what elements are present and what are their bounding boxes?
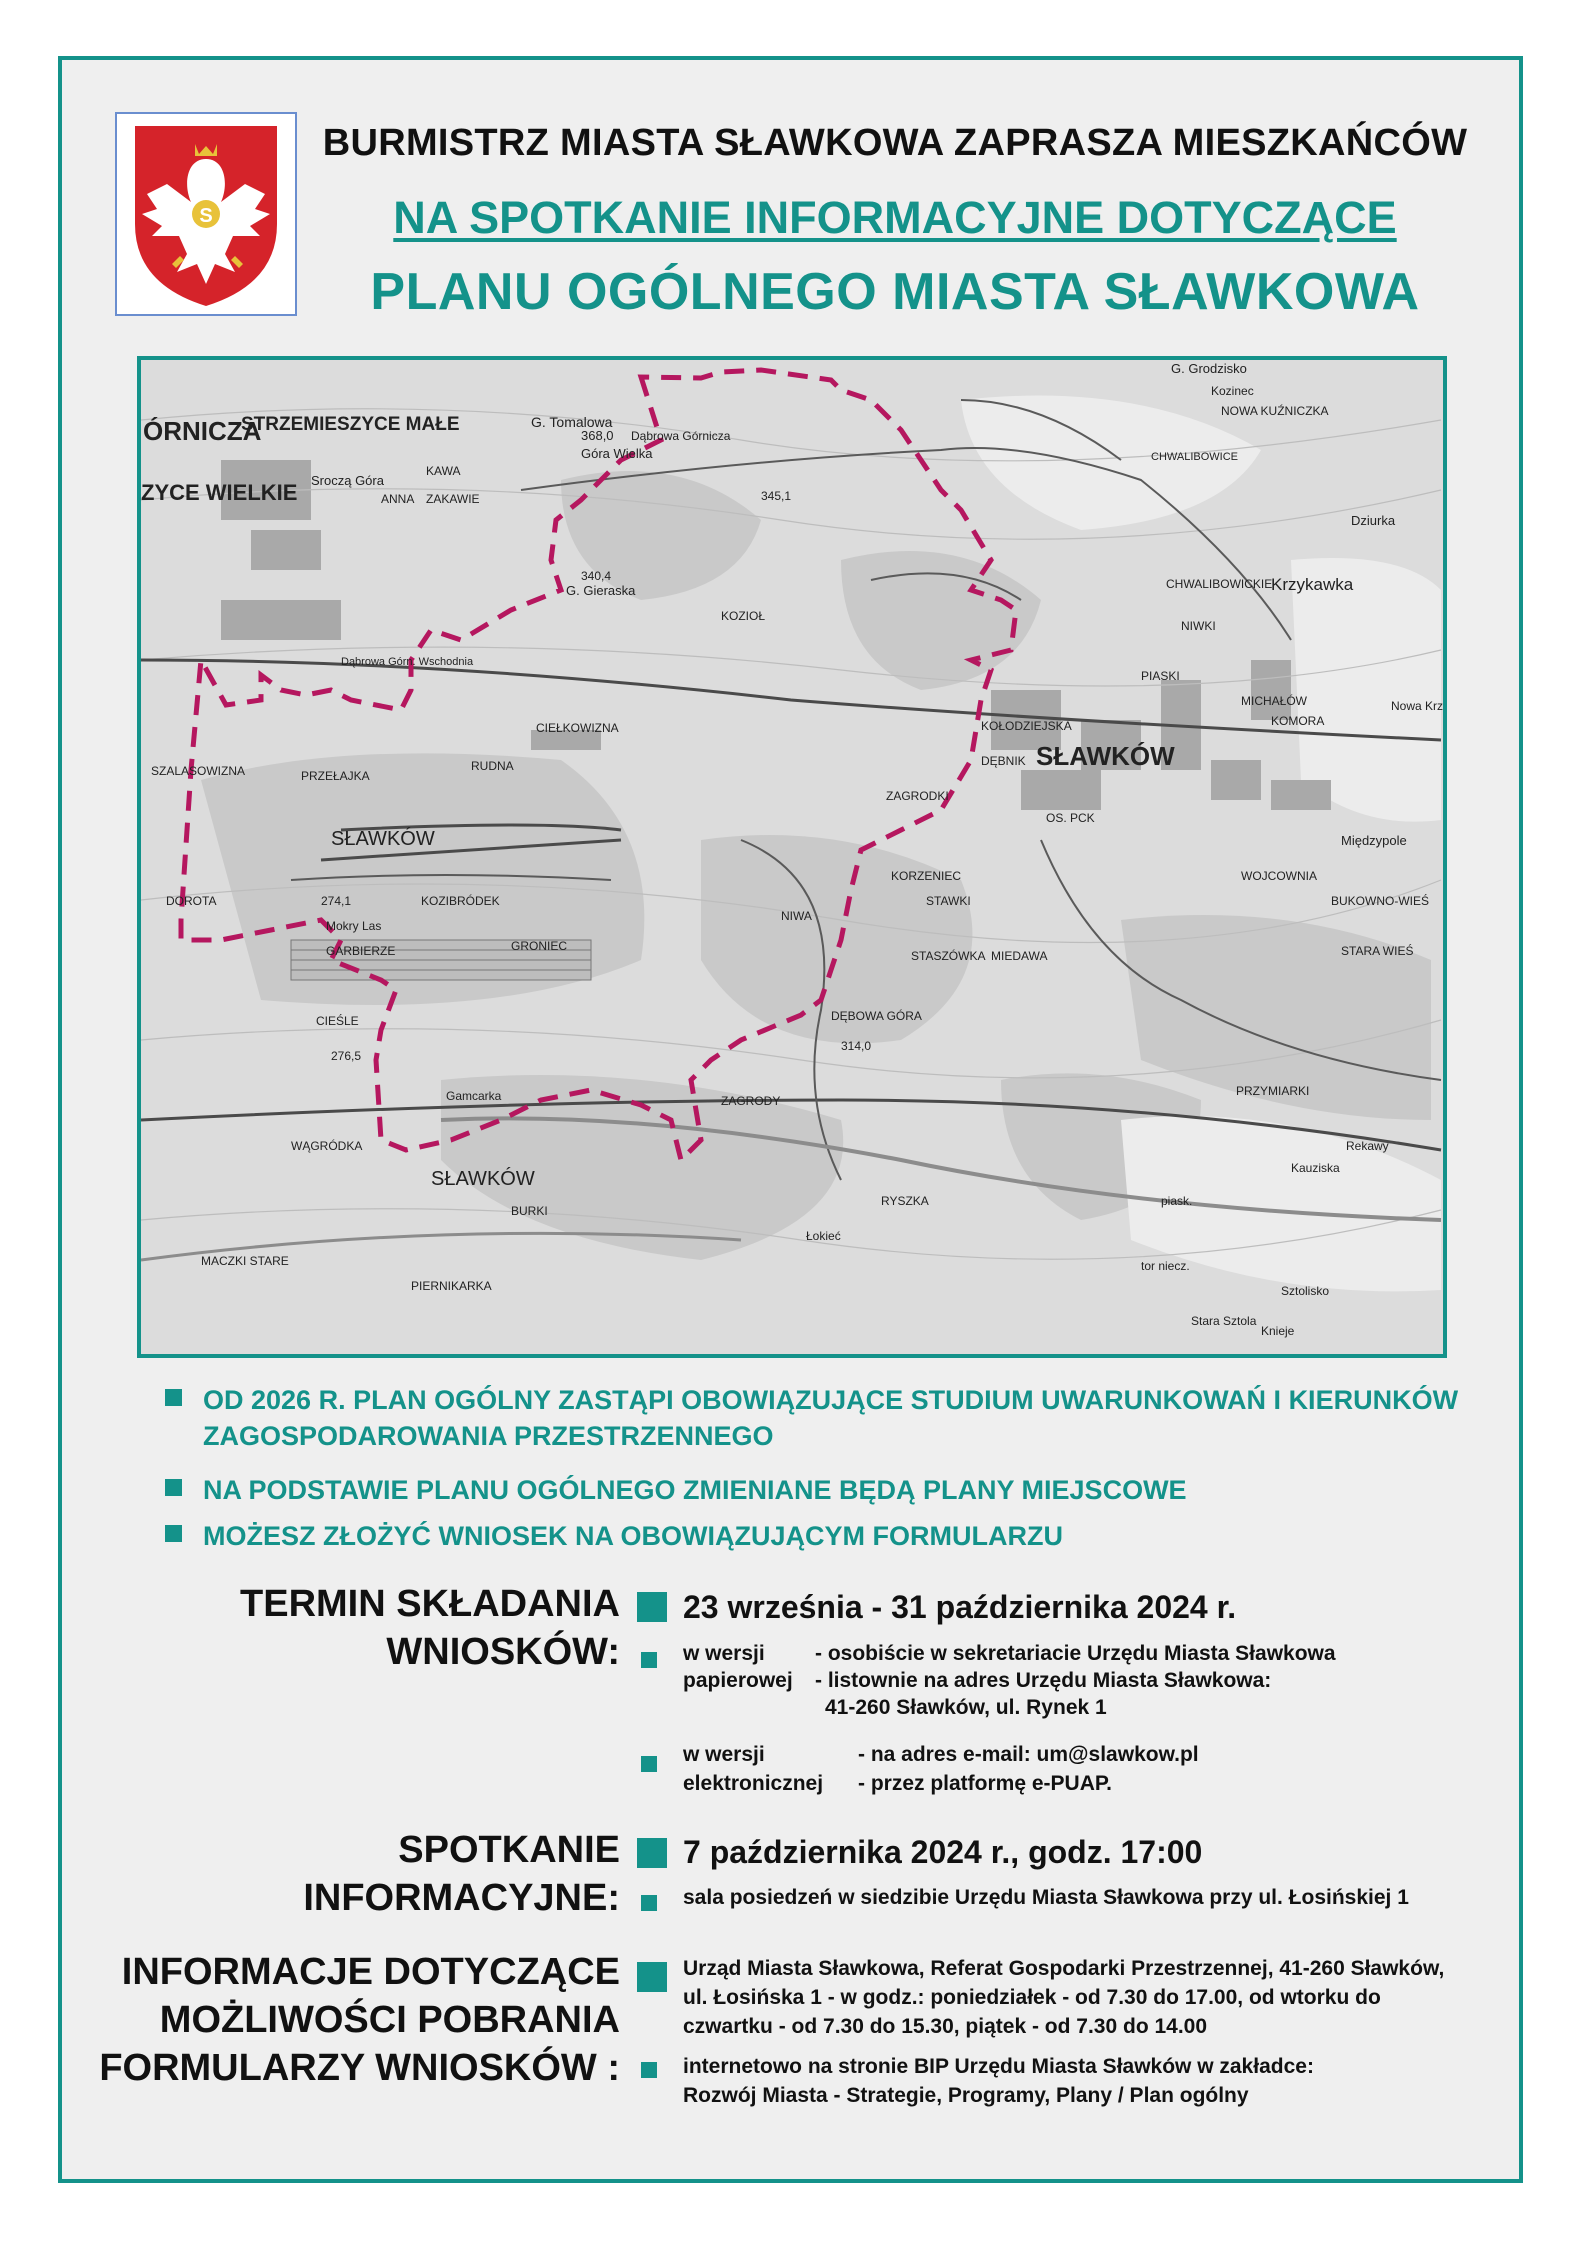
map-label: G. Grodzisko [1171, 361, 1247, 376]
map-label: Dąbrowa Górn. Wschodnia [341, 656, 474, 668]
map-label: ZAGRODY [721, 1094, 781, 1108]
map-label: CIEŁKOWIZNA [536, 721, 619, 735]
map-label: Łokieć [806, 1229, 841, 1243]
info-label-3: FORMULARZY WNIOSKÓW : [99, 2047, 620, 2089]
spotkanie-date: 7 października 2024 r., godz. 17:00 [683, 1834, 1203, 1870]
info-label-2: MOŻLIWOŚCI POBRANIA [159, 1999, 620, 2041]
map-label: 340,4 [581, 569, 612, 583]
map-label: 276,5 [331, 1049, 362, 1063]
square-bullet-icon [637, 1962, 667, 1992]
map-label: Stara Sztola [1191, 1314, 1257, 1328]
map-label: PRZYMIARKI [1236, 1084, 1310, 1098]
map-label: CHWALIBOWICKIE [1166, 577, 1273, 591]
map-label: Nowa Krz [1391, 699, 1443, 713]
map-label: WĄGRÓDKA [291, 1139, 363, 1153]
square-bullet-icon [641, 1756, 657, 1772]
square-bullet-icon [641, 2062, 657, 2078]
map-label: STASZÓWKA [911, 949, 986, 963]
square-bullet-icon [641, 1895, 657, 1911]
map-label: MIEDAWA [991, 949, 1048, 963]
map-label: Międzypole [1341, 833, 1407, 848]
coat-of-arms [115, 112, 297, 316]
web-line-2: Rozwój Miasta - Strategie, Programy, Plany / Plan ogólny [683, 2084, 1249, 2107]
map-label: PRZEŁAJKA [301, 769, 370, 783]
map-label: Rekawy [1346, 1139, 1389, 1153]
map-label: NOWA KUŹNICZKA [1221, 404, 1329, 418]
map-label: piask. [1161, 1194, 1193, 1208]
map-label: BUKOWNO-WIEŚ [1331, 894, 1429, 908]
spotkanie-label-2: INFORMACYJNE: [303, 1877, 620, 1919]
map-label: WOJCOWNIA [1241, 869, 1317, 883]
map-label: MICHAŁÓW [1241, 694, 1307, 708]
map-label: ZYCE WIELKIE [141, 480, 298, 505]
map-label: STAWKI [926, 894, 971, 908]
map-label: DĘBNIK [981, 754, 1026, 768]
map-label: OS. PCK [1046, 811, 1095, 825]
map-label: 274,1 [321, 894, 352, 908]
spotkanie-label-1: SPOTKANIE [398, 1829, 620, 1871]
info-label-1: INFORMACJE DOTYCZĄCE [121, 1951, 620, 1993]
map-label: ZAGRODKI [886, 789, 949, 803]
termin-label-1: TERMIN SKŁADANIA [240, 1583, 620, 1625]
map-label: ZAKAWIE [426, 492, 480, 506]
map-label: Knieje [1261, 1324, 1295, 1338]
square-bullet-icon [641, 1652, 657, 1668]
map-label: Mokry Las [326, 919, 382, 933]
office-line-1: Urząd Miasta Sławkowa, Referat Gospodarki Przestrzennej, 41-260 Sławków, [683, 1957, 1445, 1980]
map-label: CIEŚLE [316, 1014, 359, 1028]
map-label: RUDNA [471, 759, 514, 773]
map-label: KOZIBRÓDEK [421, 894, 500, 908]
web-line-1: internetowo na stronie BIP Urzędu Miasta Sławków w zakładce: [683, 2055, 1314, 2078]
map-label: 368,0 [581, 428, 614, 443]
map-label: G. Tomalowa [531, 414, 613, 430]
paper-label-a: w wersji [683, 1642, 765, 1665]
map-label: Dziurka [1351, 513, 1396, 528]
map-label: ÓRNICZA [143, 416, 262, 446]
paper-label-b: papierowej [683, 1669, 793, 1692]
map-label: SŁAWKÓW [431, 1168, 535, 1190]
map-label: Krzykawka [1271, 575, 1354, 594]
paper-address: 41-260 Sławków, ul. Rynek 1 [825, 1696, 1107, 1719]
square-bullet-icon [637, 1592, 667, 1622]
map-label: Sztolisko [1281, 1284, 1330, 1298]
bullet-square-icon [165, 1479, 182, 1496]
bullet-text: ZAGOSPODAROWANIA PRZESTRZENNEGO [203, 1421, 774, 1451]
map-label: ANNA [381, 492, 415, 506]
map-label: Dąbrowa Górnicza [631, 429, 731, 443]
termin-dates: 23 września - 31 października 2024 r. [683, 1589, 1237, 1625]
office-line-2: ul. Łosińska 1 - w godz.: poniedziałek - od 7.30 do 17.00, od wtorku do [683, 1986, 1381, 2009]
map-label: KORZENIEC [891, 869, 962, 883]
header-line-1: BURMISTRZ MIASTA SŁAWKOWA ZAPRASZA MIESZKAŃCÓW [322, 122, 1468, 164]
header-line-2: NA SPOTKANIE INFORMACYJNE DOTYCZĄCE [393, 192, 1397, 243]
electronic-option-2: - przez platformę e-PUAP. [858, 1772, 1112, 1795]
map-label: CHWALIBOWICE [1151, 451, 1238, 463]
map-label: 345,1 [761, 489, 792, 503]
map-label: G. Gieraska [566, 583, 636, 598]
map-label: RYSZKA [881, 1194, 929, 1208]
map-label: GRONIEC [511, 939, 568, 953]
square-bullet-icon [637, 1838, 667, 1868]
map-label: GARBIERZE [326, 944, 396, 958]
map-label: DOROTA [166, 894, 217, 908]
bullet-square-icon [165, 1525, 182, 1542]
bullet-text: NA PODSTAWIE PLANU OGÓLNEGO ZMIENIANE BĘDĄ PLANY MIEJSCOWE [203, 1475, 1187, 1505]
map-label: tor niecz. [1141, 1259, 1190, 1273]
map-label: BURKI [511, 1204, 548, 1218]
map-label: MACZKI STARE [201, 1254, 289, 1268]
header-line-3: PLANU OGÓLNEGO MIASTA SŁAWKOWA [370, 263, 1420, 321]
map-label: PIERNIKARKA [411, 1279, 492, 1293]
map-label: NIWA [781, 909, 812, 923]
map-label: 314,0 [841, 1039, 872, 1053]
office-line-3: czwartku - od 7.30 do 15.30, piątek - od 7.30 do 14.00 [683, 2015, 1208, 2038]
bullet-square-icon [165, 1389, 182, 1406]
map-label: KOMORA [1271, 714, 1325, 728]
topographic-map [137, 356, 1447, 1358]
map-label: DĘBOWA GÓRA [831, 1009, 922, 1023]
map-label: Sroczą Góra [311, 473, 384, 488]
bullet-text: OD 2026 R. PLAN OGÓLNY ZASTĄPI OBOWIĄZUJĄCE STUDIUM UWARUNKOWAŃ I KIERUNKÓW [203, 1385, 1459, 1415]
map-label: PIASKI [1141, 669, 1180, 683]
spotkanie-place: sala posiedzeń w siedzibie Urzędu Miasta Sławkowa przy ul. Łosińskiej 1 [683, 1886, 1409, 1909]
map-label: SŁAWKÓW [331, 828, 435, 850]
map-label: STARA WIEŚ [1341, 944, 1414, 958]
map-label: Gamcarka [446, 1089, 502, 1103]
map-label: KOŁODZIEJSKA [981, 719, 1072, 733]
paper-option-2: - listownie na adres Urzędu Miasta Sławkowa: [815, 1669, 1272, 1692]
map-label: SŁAWKÓW [1036, 741, 1175, 771]
paper-option-1: - osobiście w sekretariacie Urzędu Miasta Sławkowa [815, 1642, 1336, 1665]
map-label: Kozinec [1211, 384, 1254, 398]
electronic-label-b: elektronicznej [683, 1772, 824, 1795]
termin-label-2: WNIOSKÓW: [386, 1631, 620, 1673]
bullet-text: MOŻESZ ZŁOŻYĆ WNIOSEK NA OBOWIĄZUJĄCYM FORMULARZU [203, 1521, 1063, 1551]
map-label: NIWKI [1181, 619, 1216, 633]
map-label: STRZEMIESZYCE MAŁE [241, 414, 460, 435]
map-label: Góra Wielka [581, 446, 653, 461]
svg-text:S: S [199, 205, 213, 227]
electronic-label-a: w wersji [683, 1743, 765, 1766]
map-label: Kauziska [1291, 1161, 1340, 1175]
map-label: KAWA [426, 464, 461, 478]
electronic-option-1: - na adres e-mail: um@slawkow.pl [858, 1743, 1199, 1766]
map-label: SZALASOWIZNA [151, 764, 246, 778]
map-label: KOZIOŁ [721, 609, 766, 623]
